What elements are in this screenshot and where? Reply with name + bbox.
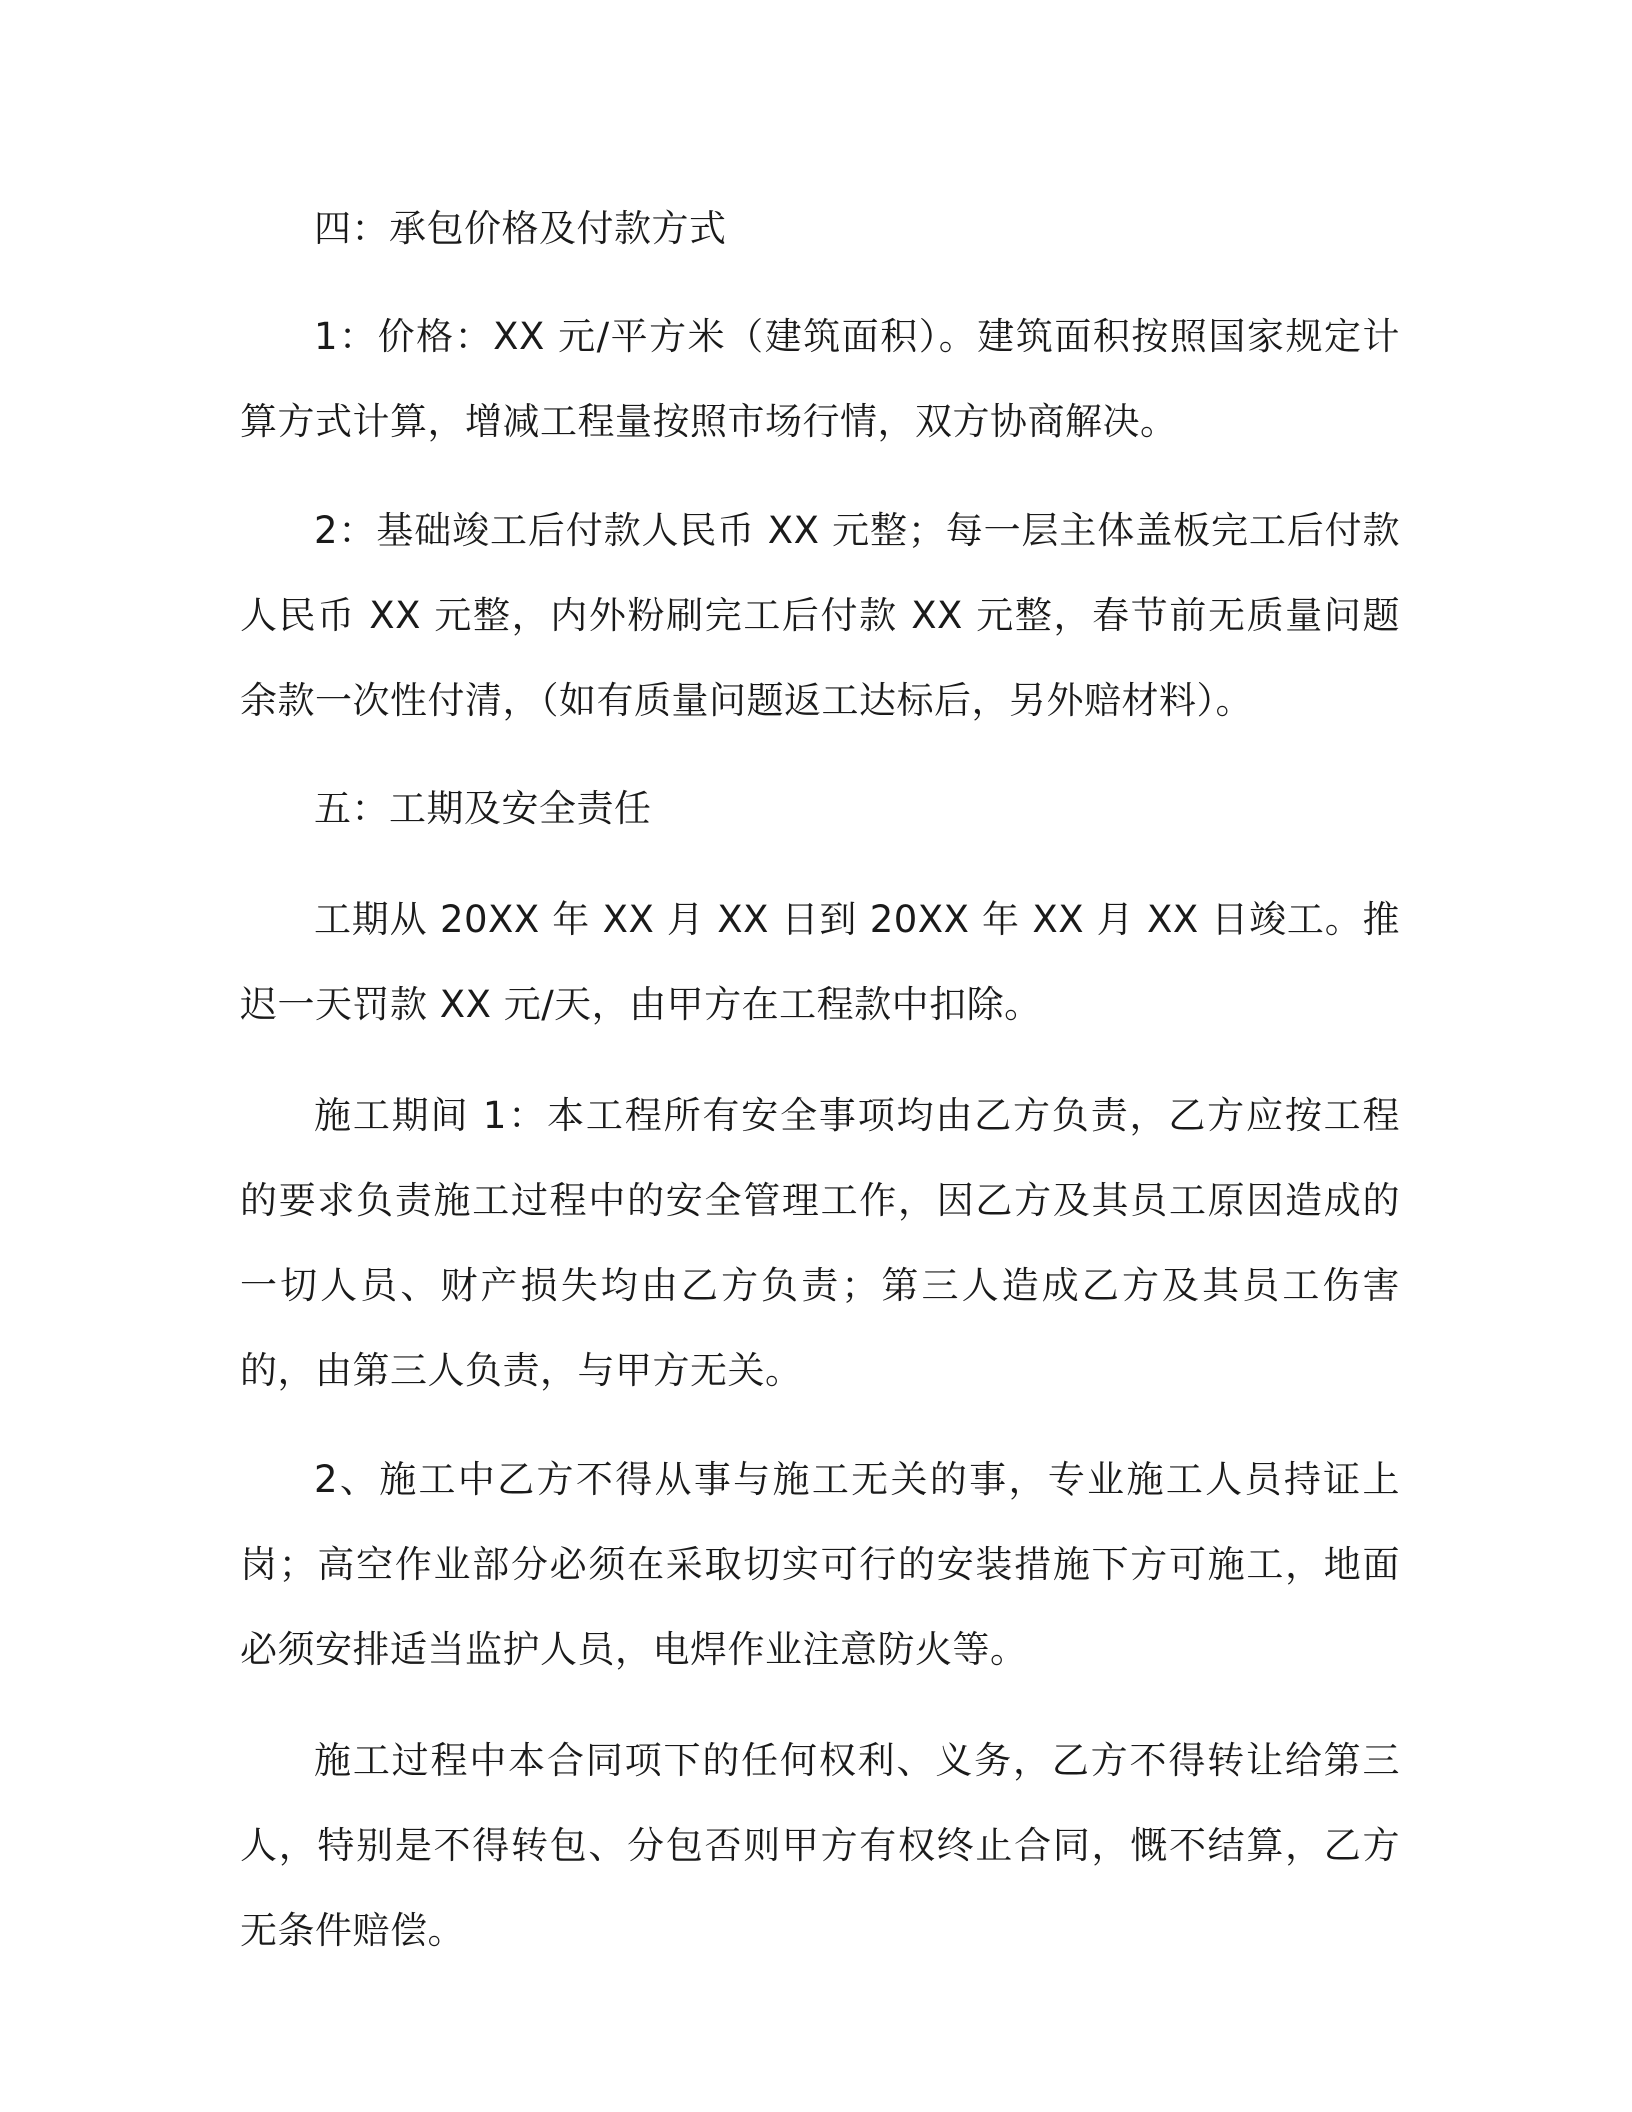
paragraph-construction-rules: 2、施工中乙方不得从事与施工无关的事，专业施工人员持证上岗；高空作业部分必须在采取切实可行的安装措施下方可施工，地面必须安排适当监护人员，电焊作业注意防火等。 <box>240 1458 1400 1671</box>
paragraph-no-transfer: 施工过程中本合同项下的任何权利、义务，乙方不得转让给第三人，特别是不得转包、分包否则甲方有权终止合同，慨不结算，乙方无条件赔偿。 <box>240 1739 1400 1952</box>
document-body <box>240 186 1400 1973</box>
paragraph-payment-schedule: 2：基础竣工后付款人民币 XX 元整；每一层主体盖板完工后付款人民币 XX 元整，内外粉刷完工后付款 XX 元整，春节前无质量问题余款一次性付清，（如有质量问题返工达标后，另外赔材料）。 <box>240 509 1400 722</box>
paragraph-construction-period: 工期从 20XX 年 XX 月 XX 日到 20XX 年 XX 月 XX 日竣工。推迟一天罚款 XX 元/天，由甲方在工程款中扣除。 <box>240 898 1400 1026</box>
paragraph-safety-responsibility: 施工期间 1：本工程所有安全事项均由乙方负责，乙方应按工程的要求负责施工过程中的安全管理工作，因乙方及其员工原因造成的一切人员、财产损失均由乙方负责；第三人造成乙方及其员工伤害的，由第三人负责，与甲方无关。 <box>240 1094 1400 1392</box>
section-heading-schedule-safety: 五：工期及安全责任 <box>314 787 652 830</box>
section-heading-price-payment: 四：承包价格及付款方式 <box>314 207 727 250</box>
paragraph-price: 1：价格：XX 元/平方米（建筑面积）。建筑面积按照国家规定计算方式计算，增减工程量按照市场行情，双方协商解决。 <box>240 315 1400 443</box>
